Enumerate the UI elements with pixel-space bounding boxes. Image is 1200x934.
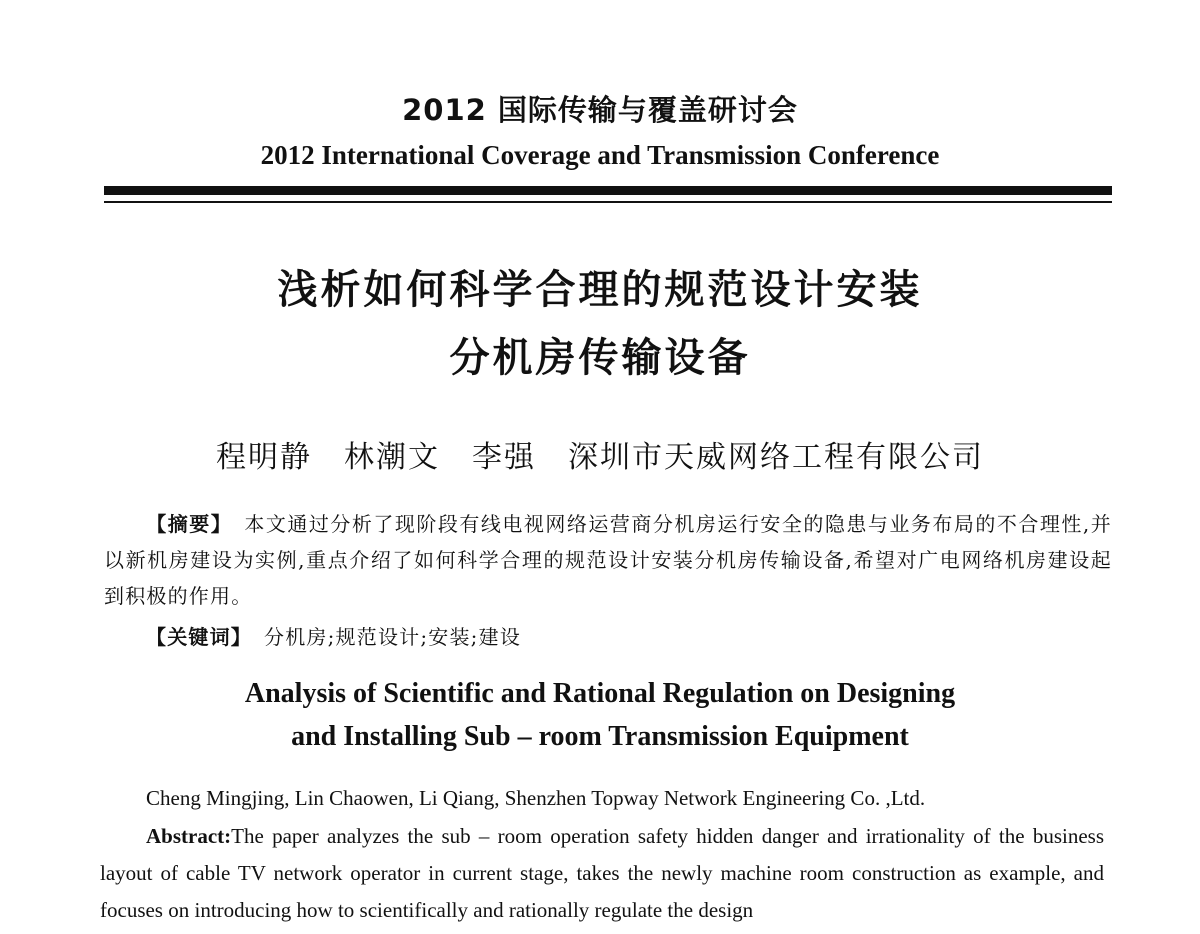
paper-title-en-line1: Analysis of Scientific and Rational Regulation on Designing (244, 678, 956, 709)
paper-title-cn-line1: 浅析如何科学合理的规范设计安装 (277, 267, 923, 313)
authors-en: Cheng Mingjing, Lin Chaowen, Li Qiang, Shenzhen Topway Network Engineering Co. ,Ltd. (146, 786, 926, 810)
keywords-cn (146, 621, 1112, 650)
paper-title-en-line2: and Installing Sub – room Transmission Equipment (291, 721, 909, 752)
conference-title-cn: 2012 国际传输与覆盖研讨会 (402, 93, 798, 127)
conference-title-en: 2012 International Coverage and Transmission Conference (260, 140, 940, 170)
abstract-cn (104, 506, 1112, 614)
abstract-cn-label: 【摘要】 (146, 512, 233, 536)
header-rule-thin (104, 201, 1112, 203)
paper-title-cn-line2: 分机房传输设备 (449, 335, 751, 381)
authors-cn: 程明静 林潮文 李强 深圳市天威网络工程有限公司 (216, 440, 984, 475)
header-rule-thick (104, 186, 1112, 195)
abstract-en-label: Abstract: (146, 824, 232, 848)
abstract-en (100, 818, 1104, 929)
abstract-cn-text: 本文通过分析了现阶段有线电视网络运营商分机房运行安全的隐患与业务布局的不合理性,并以新机房建设为实例,重点介绍了如何科学合理的规范设计安装分机房传输设备,希望对广电网络机房建设起到积极的作用。 (104, 512, 1112, 608)
keywords-cn-label: 【关键词】 (146, 625, 252, 649)
abstract-en-text: The paper analyzes the sub – room operation safety hidden danger and irrationality of the business layout of cable TV network operator in current stage, takes the newly machine room construction as example, and focuses on introducing how to scientifically and rationally regulate the design (100, 824, 1104, 922)
keywords-cn-text: 分机房;规范设计;安装;建设 (264, 625, 522, 649)
